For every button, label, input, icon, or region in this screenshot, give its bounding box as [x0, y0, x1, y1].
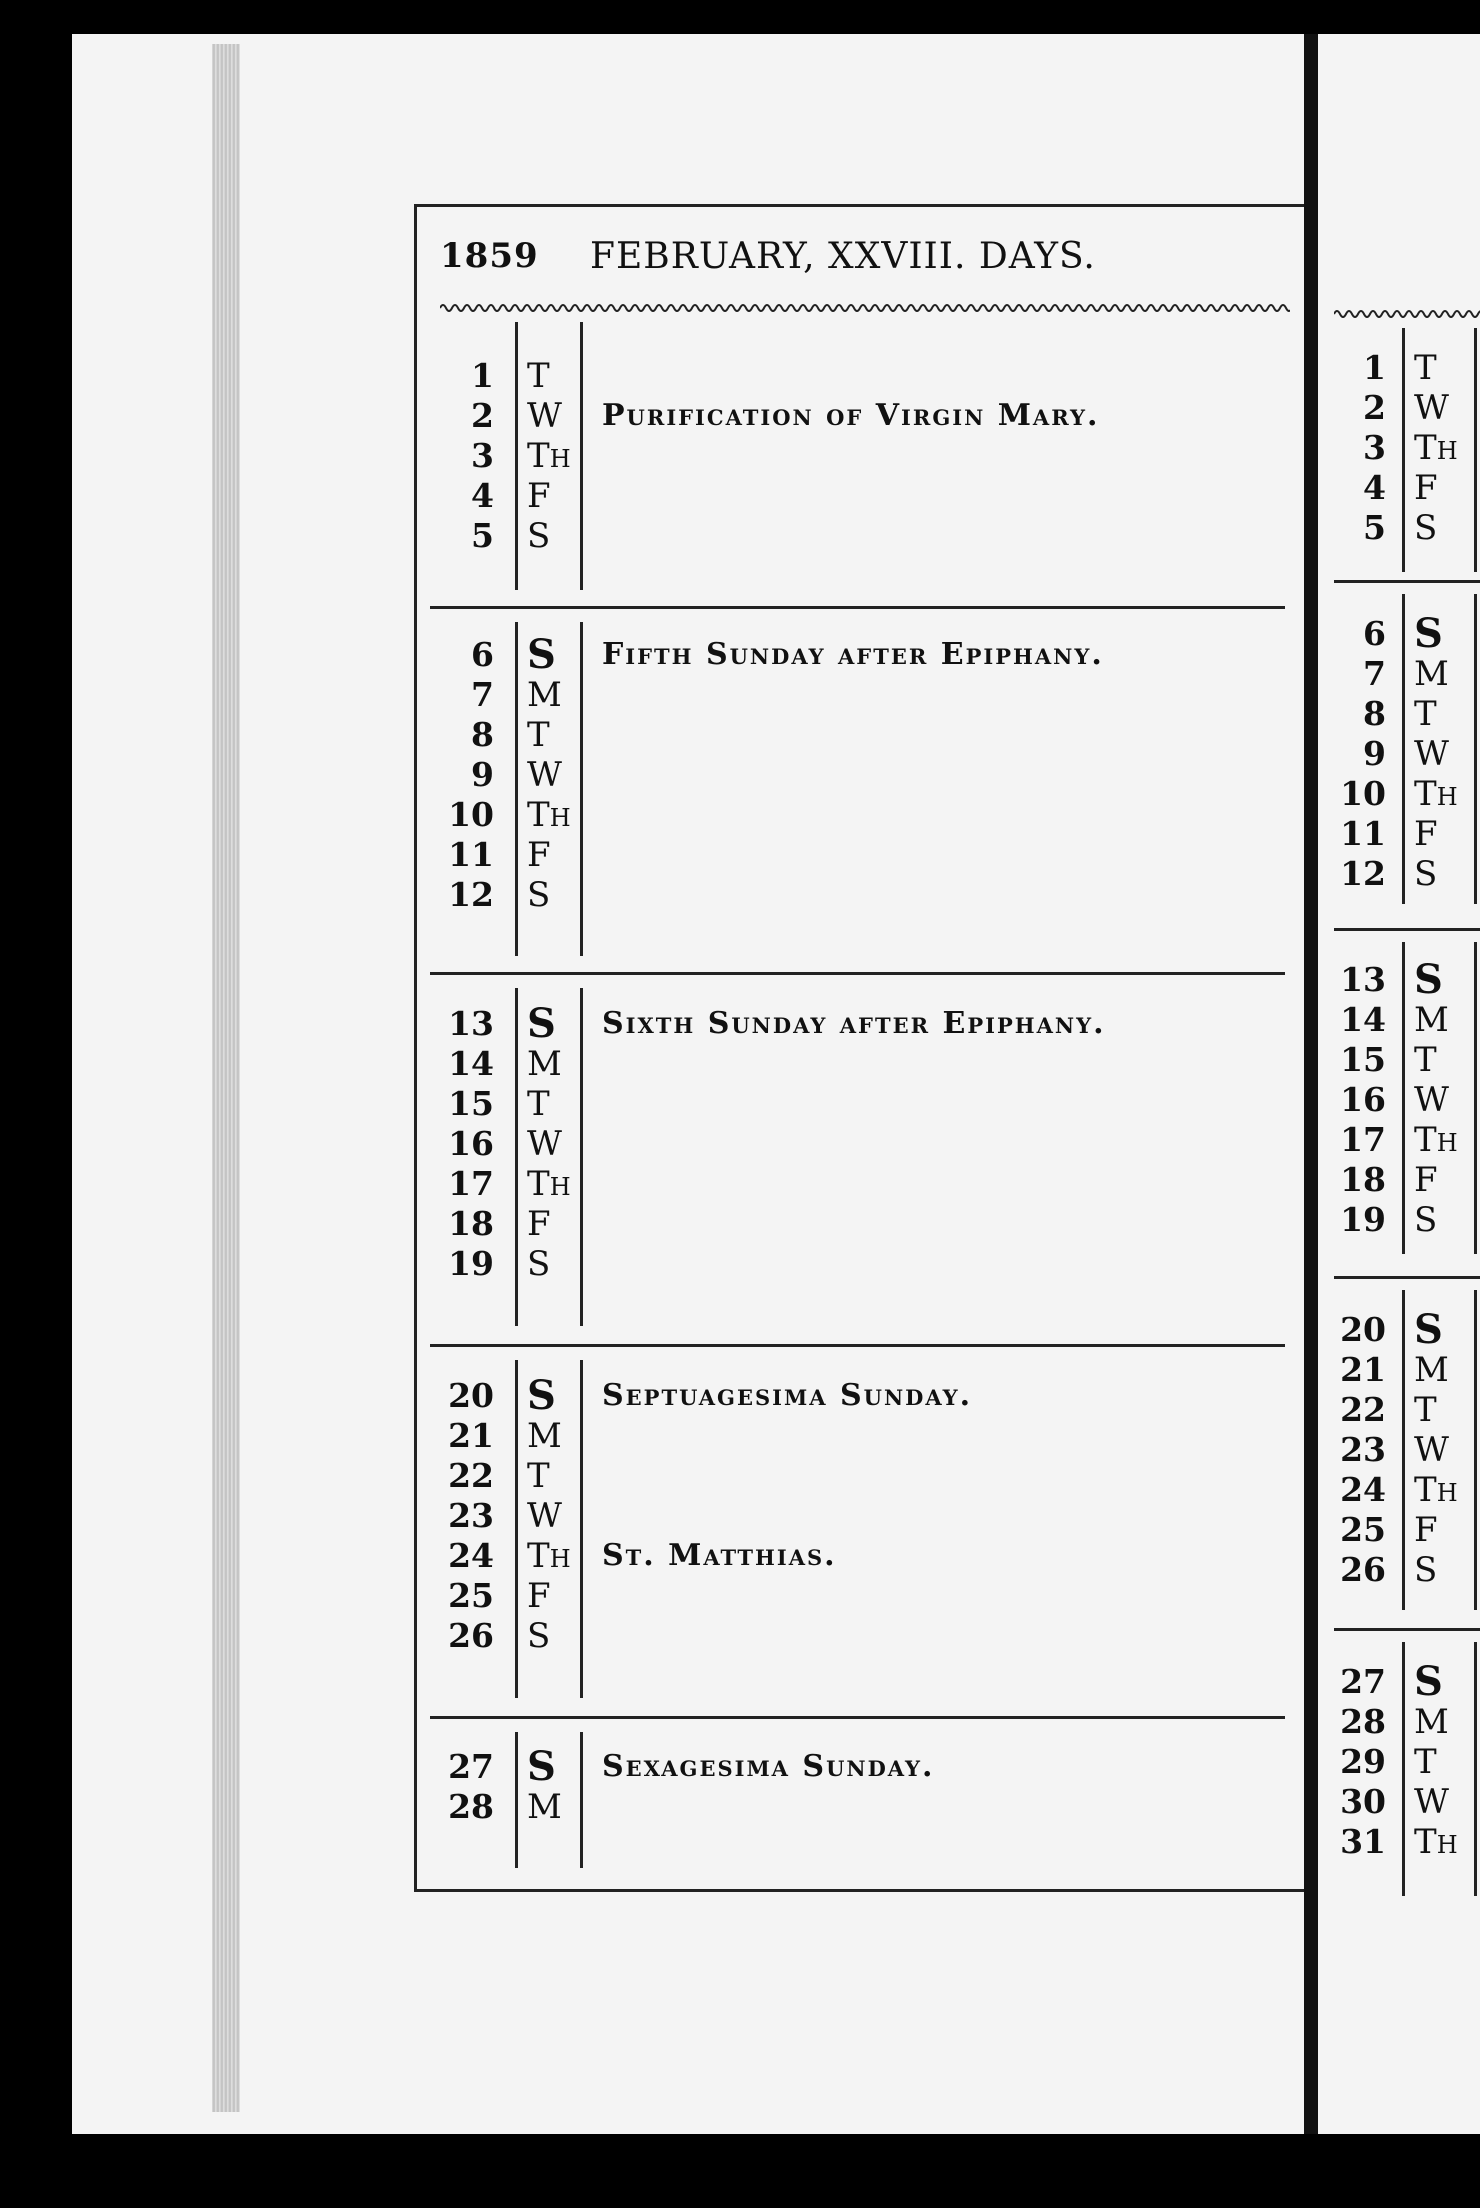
next-page-weekday-letter: T — [1414, 1040, 1437, 1080]
feast-day-entry: Purification of Virgin Mary. — [602, 398, 1100, 433]
next-page-day-number: 16 — [1340, 1080, 1386, 1119]
weekday-letter: M — [527, 1416, 562, 1456]
day-number: 9 — [471, 755, 494, 794]
day-number: 22 — [448, 1456, 494, 1495]
next-page-weekday-letter: W — [1414, 734, 1449, 774]
next-page-day-number: 3 — [1363, 428, 1386, 467]
next-page-weekday-letter: TH — [1414, 1822, 1458, 1862]
next-page-weekday-letter: T — [1414, 1390, 1437, 1430]
weekday-letter — [527, 1000, 556, 1047]
next-page-day-number: 22 — [1340, 1390, 1386, 1429]
weekday-letter: F — [527, 1576, 551, 1616]
weekday-letter: M — [527, 1787, 562, 1827]
feast-day-entry: St. Matthias. — [602, 1538, 837, 1573]
weekday-letter: W — [527, 396, 562, 436]
day-number: 28 — [448, 1787, 494, 1826]
weekday-letter: TH — [527, 1164, 571, 1204]
next-page-day-number: 27 — [1340, 1662, 1386, 1701]
page-gutter — [212, 44, 240, 2112]
next-page-wavy-rule — [1334, 306, 1480, 322]
day-number: 17 — [448, 1164, 494, 1203]
next-page-weekday-letter: W — [1414, 1782, 1449, 1822]
next-page-column-rule — [1402, 594, 1405, 904]
column-rule — [515, 622, 518, 956]
next-page-weekday-letter: S — [1414, 1550, 1438, 1590]
day-number: 27 — [448, 1747, 494, 1786]
next-page-weekday-letter: F — [1414, 814, 1438, 854]
next-page-day-number: 18 — [1340, 1160, 1386, 1199]
day-number: 1 — [471, 356, 494, 395]
next-page-weekday-letter: F — [1414, 1510, 1438, 1550]
day-number: 5 — [471, 516, 494, 555]
next-page-divider — [1334, 928, 1480, 931]
next-page-day-number: 26 — [1340, 1550, 1386, 1589]
next-page-day-number: 24 — [1340, 1470, 1386, 1509]
next-page-day-number: 25 — [1340, 1510, 1386, 1549]
sunday-glyph: S — [1414, 1306, 1443, 1353]
next-page-weekday-letter: M — [1414, 654, 1449, 694]
next-page-weekday-letter — [1414, 610, 1443, 657]
next-page-day-number: 1 — [1363, 348, 1386, 387]
wavy-rule — [440, 300, 1290, 316]
next-page-weekday-letter: M — [1414, 1350, 1449, 1390]
next-page-weekday-letter — [1414, 1306, 1443, 1353]
next-page-day-number: 9 — [1363, 734, 1386, 773]
next-page-day-number: 30 — [1340, 1782, 1386, 1821]
next-page-column-rule — [1474, 328, 1477, 572]
day-number: 12 — [448, 875, 494, 914]
next-page-day-number: 4 — [1363, 468, 1386, 507]
next-page-day-number: 17 — [1340, 1120, 1386, 1159]
weekday-letter: S — [527, 1244, 551, 1284]
day-number: 23 — [448, 1496, 494, 1535]
weekday-letter: M — [527, 675, 562, 715]
column-rule — [515, 1360, 518, 1698]
section-divider — [430, 1716, 1285, 1719]
next-page-weekday-letter: S — [1414, 508, 1438, 548]
sunday-glyph: S — [527, 631, 556, 678]
next-page-column-rule — [1402, 942, 1405, 1254]
sunday-glyph: S — [527, 1372, 556, 1419]
next-page-column-rule — [1474, 1290, 1477, 1610]
day-number: 4 — [471, 476, 494, 515]
next-page-column-rule — [1402, 328, 1405, 572]
next-page-day-number: 2 — [1363, 388, 1386, 427]
day-number: 14 — [448, 1044, 494, 1083]
weekday-letter: TH — [527, 795, 571, 835]
weekday-letter: T — [527, 1456, 550, 1496]
column-rule — [580, 988, 583, 1326]
next-page-weekday-letter — [1414, 956, 1443, 1003]
day-number: 26 — [448, 1616, 494, 1655]
next-page-day-number: 31 — [1340, 1822, 1386, 1861]
year-label: 1859 — [440, 236, 539, 276]
sunday-glyph: S — [1414, 1658, 1443, 1705]
next-page-day-number: 28 — [1340, 1702, 1386, 1741]
next-page-column-rule — [1402, 1642, 1405, 1896]
next-page-weekday-letter: S — [1414, 1200, 1438, 1240]
next-page-day-number: 8 — [1363, 694, 1386, 733]
section-divider — [430, 1344, 1285, 1347]
weekday-letter — [527, 631, 556, 678]
sunday-glyph: S — [1414, 610, 1443, 657]
day-number: 24 — [448, 1536, 494, 1575]
next-page-day-number: 5 — [1363, 508, 1386, 547]
next-page-weekday-letter: S — [1414, 854, 1438, 894]
next-page-weekday-letter: T — [1414, 1742, 1437, 1782]
weekday-letter: W — [527, 1124, 562, 1164]
day-number: 2 — [471, 396, 494, 435]
day-number: 19 — [448, 1244, 494, 1283]
day-number: 7 — [471, 675, 494, 714]
next-page-day-number: 21 — [1340, 1350, 1386, 1389]
next-page-weekday-letter: TH — [1414, 428, 1458, 468]
next-page-weekday-letter: T — [1414, 348, 1437, 388]
sunday-glyph: S — [1414, 956, 1443, 1003]
day-number: 21 — [448, 1416, 494, 1455]
next-page-day-number: 29 — [1340, 1742, 1386, 1781]
next-page-weekday-letter: W — [1414, 1080, 1449, 1120]
column-rule — [580, 322, 583, 590]
next-page-day-number: 14 — [1340, 1000, 1386, 1039]
weekday-letter: TH — [527, 1536, 571, 1576]
column-rule — [515, 1732, 518, 1868]
next-page-weekday-letter: F — [1414, 1160, 1438, 1200]
day-number: 6 — [471, 635, 494, 674]
next-page-weekday-letter: T — [1414, 694, 1437, 734]
weekday-letter: F — [527, 476, 551, 516]
next-page-weekday-letter: TH — [1414, 1470, 1458, 1510]
weekday-letter: T — [527, 1084, 550, 1124]
weekday-letter — [527, 1372, 556, 1419]
next-page-day-number: 12 — [1340, 854, 1386, 893]
next-page-weekday-letter — [1414, 1658, 1443, 1705]
next-page-weekday-letter: W — [1414, 388, 1449, 428]
feast-day-entry: Sexagesima Sunday. — [602, 1749, 935, 1784]
day-number: 11 — [448, 835, 494, 874]
next-page-day-number: 11 — [1340, 814, 1386, 853]
next-page-day-number: 13 — [1340, 960, 1386, 999]
next-page-weekday-letter: TH — [1414, 1120, 1458, 1160]
column-rule — [580, 1732, 583, 1868]
weekday-letter: S — [527, 516, 551, 556]
column-rule — [515, 988, 518, 1326]
day-number: 25 — [448, 1576, 494, 1615]
next-page-day-number: 23 — [1340, 1430, 1386, 1469]
weekday-letter — [527, 1743, 556, 1790]
next-page-weekday-letter: W — [1414, 1430, 1449, 1470]
next-page-column-rule — [1402, 1290, 1405, 1610]
next-page-day-number: 19 — [1340, 1200, 1386, 1239]
next-page-column-rule — [1474, 594, 1477, 904]
calendar-header — [440, 236, 1280, 286]
book-spine — [1304, 34, 1318, 2134]
day-number: 16 — [448, 1124, 494, 1163]
next-page-column-rule — [1474, 1642, 1477, 1896]
weekday-letter: W — [527, 755, 562, 795]
day-number: 13 — [448, 1004, 494, 1043]
weekday-letter: M — [527, 1044, 562, 1084]
weekday-letter: T — [527, 715, 550, 755]
day-number: 10 — [448, 795, 494, 834]
next-page-weekday-letter: M — [1414, 1702, 1449, 1742]
next-page-weekday-letter: TH — [1414, 774, 1458, 814]
weekday-letter: S — [527, 875, 551, 915]
weekday-letter: F — [527, 1204, 551, 1244]
next-page-day-number: 10 — [1340, 774, 1386, 813]
next-page-day-number: 6 — [1363, 614, 1386, 653]
sunday-glyph: S — [527, 1000, 556, 1047]
section-divider — [430, 606, 1285, 609]
weekday-letter: S — [527, 1616, 551, 1656]
next-page-day-number: 20 — [1340, 1310, 1386, 1349]
day-number: 15 — [448, 1084, 494, 1123]
next-page-weekday-letter: M — [1414, 1000, 1449, 1040]
feast-day-entry: Septuagesima Sunday. — [602, 1378, 973, 1413]
weekday-letter: F — [527, 835, 551, 875]
day-number: 3 — [471, 436, 494, 475]
feast-day-entry: Sixth Sunday after Epiphany. — [602, 1006, 1106, 1041]
next-page-divider — [1334, 580, 1480, 583]
column-rule — [580, 622, 583, 956]
next-page-divider — [1334, 1628, 1480, 1631]
weekday-letter: T — [527, 356, 550, 396]
next-page-divider — [1334, 1276, 1480, 1279]
day-number: 8 — [471, 715, 494, 754]
day-number: 20 — [448, 1376, 494, 1415]
section-divider — [430, 972, 1285, 975]
weekday-letter: TH — [527, 436, 571, 476]
month-title: FEBRUARY, XXVIII. DAYS. — [590, 236, 1096, 277]
next-page-column-rule — [1474, 942, 1477, 1254]
next-page-day-number: 7 — [1363, 654, 1386, 693]
feast-day-entry: Fifth Sunday after Epiphany. — [602, 637, 1104, 672]
column-rule — [580, 1360, 583, 1698]
sunday-glyph: S — [527, 1743, 556, 1790]
weekday-letter: W — [527, 1496, 562, 1536]
column-rule — [515, 322, 518, 590]
next-page-weekday-letter: F — [1414, 468, 1438, 508]
next-page-day-number: 15 — [1340, 1040, 1386, 1079]
day-number: 18 — [448, 1204, 494, 1243]
